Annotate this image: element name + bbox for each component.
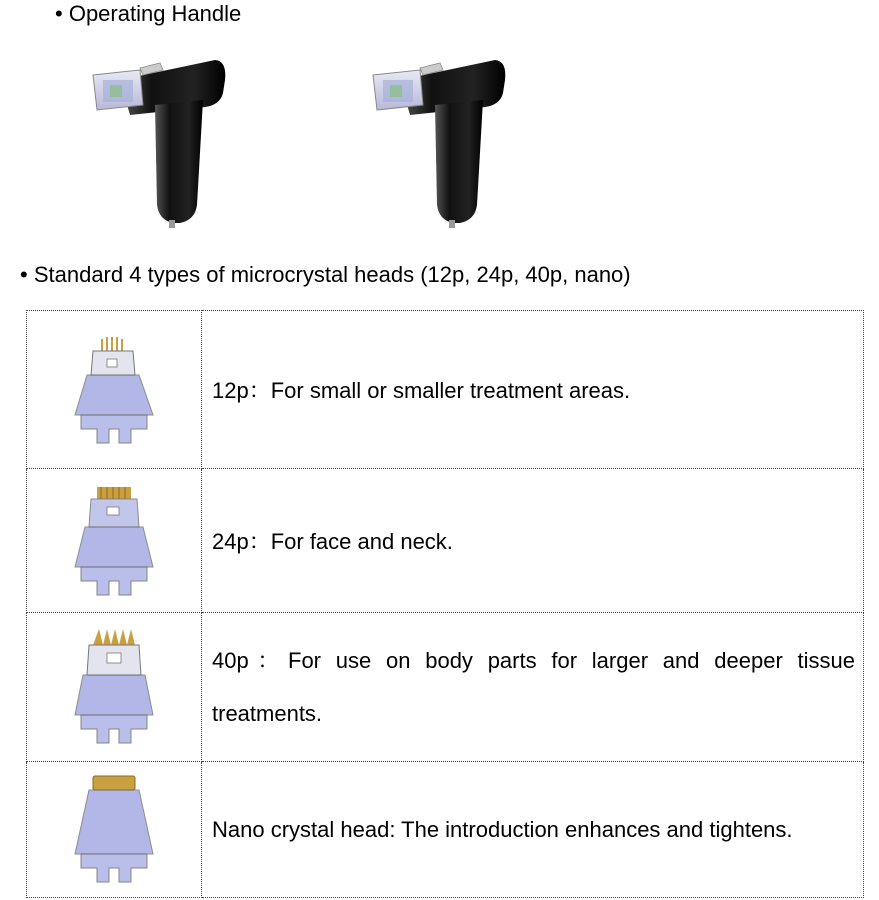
table-row [27,469,864,613]
head-description-cell [202,469,864,613]
operating-handle-image [365,55,515,230]
head-40p-description-line1: 40p：For use on body parts for larger and deeper tissue [212,648,855,673]
head-12p-description: 12p：For small or smaller treatment areas. [212,378,631,403]
head-image-cell [27,311,202,469]
head-description-cell [202,613,864,762]
operating-handle-image [85,55,235,230]
head-40p-description-line2: treatments. [212,701,323,726]
head-24p-description: 24p：For face and neck. [212,529,453,554]
table-row [27,311,864,469]
table-row [27,613,864,762]
bullet: • [55,1,63,26]
handle-icon [85,55,235,230]
microcrystal-head-12p-icon [69,335,159,445]
section-heading-microcrystal-heads [20,262,631,288]
head-description-cell [202,762,864,898]
head-image-cell [27,469,202,613]
section-heading-operating-handle [55,1,241,27]
heading-text: Operating Handle [68,1,242,26]
nano-head-description: Nano crystal head: The introduction enhances and tightens. [212,816,793,842]
head-description-cell [202,311,864,469]
nano-crystal-head-icon [69,772,159,887]
microcrystal-head-24p-icon [69,483,159,598]
microcrystal-head-40p-icon [69,627,159,747]
microcrystal-heads-table [26,310,864,898]
table-row [27,762,864,898]
bullet: • [20,262,28,287]
heading-text: Standard 4 types of microcrystal heads (12p, 24p, 40p, nano) [33,262,631,287]
head-image-cell [27,762,202,898]
head-image-cell [27,613,202,762]
handle-icon [365,55,515,230]
